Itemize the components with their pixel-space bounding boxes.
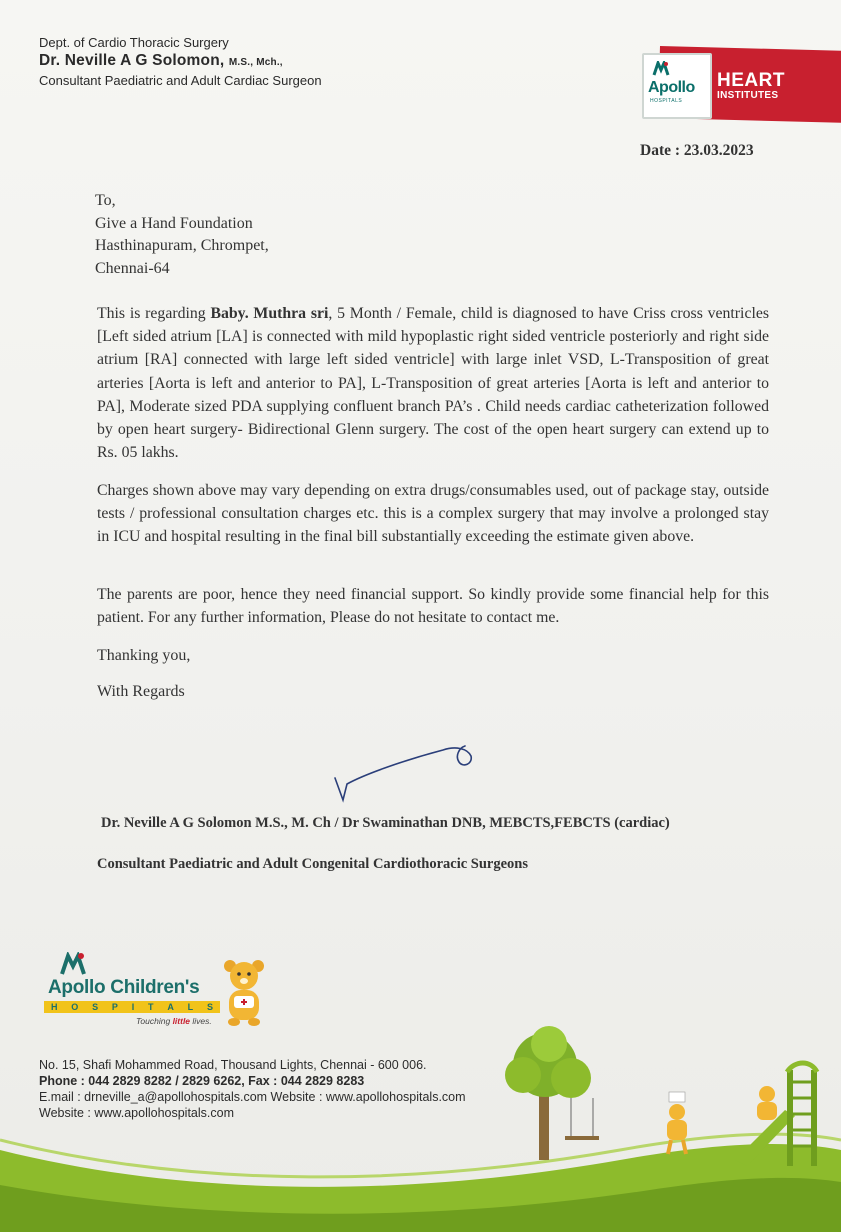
apollo-logo-name: Apollo (648, 79, 695, 96)
closing-regards: With Regards (97, 683, 185, 700)
hospitals-letter: I (131, 1002, 135, 1012)
letterhead-sender (39, 34, 322, 89)
patient-name: Baby. Muthra sri (210, 305, 329, 322)
tree-icon (505, 1026, 599, 1160)
hospitals-letter: H (51, 1002, 58, 1012)
childrens-tagline (136, 1016, 212, 1026)
recipient-line: To, (95, 192, 116, 209)
p1-intro: This is regarding (97, 305, 211, 322)
doctor-qualification: M.S., Mch., (228, 57, 283, 68)
hospitals-letter: L (187, 1002, 194, 1012)
footer-website: Website : www.apollohospitals.com (39, 1106, 234, 1120)
apollo-mark-icon (652, 61, 670, 77)
department: Dept. of Cardio Thoracic Surgery (39, 35, 229, 50)
teddy-bear-icon (220, 956, 268, 1028)
slide-icon (735, 1063, 817, 1166)
hospitals-letter: S (206, 1002, 213, 1012)
charges-paragraph: Charges shown above may vary depending on extra drugs/consumables used, out of package stay, outside tests / professional consultation charges etc. this is a complex surgery that may involve a prolonged stay in ICU and hospital resulting in the final bill substantially exceeding the estimate given above. (97, 482, 769, 546)
institutes-label: INSTITUTES (717, 90, 779, 101)
signature-icon (325, 738, 485, 808)
recipient-line: Give a Hand Foundation (95, 214, 253, 232)
diagnosis-paragraph (97, 302, 769, 464)
footer-address: No. 15, Shafi Mohammed Road, Thousand Lights, Chennai - 600 006. (39, 1058, 427, 1072)
doctor-designation: Consultant Paediatric and Adult Cardiac Surgeon (39, 73, 322, 88)
apollo-logo (642, 53, 712, 119)
recipient-address (95, 190, 269, 280)
child-figure-icon (667, 1092, 687, 1154)
tagline-pre: Touching (136, 1016, 173, 1026)
heart-institutes-text (717, 72, 785, 101)
apollo-logo-sub: HOSPITALS (650, 98, 683, 104)
hospitals-letter: S (92, 1002, 99, 1012)
footer-illustration (505, 1020, 841, 1180)
closing-thanks: Thanking you, (97, 647, 191, 664)
doctor-name (39, 51, 322, 72)
recipient-line: Hasthinapuram, Chrompet, (95, 237, 269, 254)
doctor-name-text: Dr. Neville A G Solomon, (39, 52, 225, 69)
footer-contact (39, 1057, 466, 1121)
footer-phone: Phone : 044 2829 8282 / 2829 6262, Fax : 044 2829 8283 (39, 1074, 365, 1088)
hospitals-letter: T (148, 1002, 154, 1012)
footer-email: E.mail : drneville_a@apollohospitals.com Website : www.apollohospitals.com (39, 1090, 466, 1104)
signatories-designation: Consultant Paediatric and Adult Congenital Cardiothoracic Surgeons (97, 856, 528, 872)
request-paragraph: The parents are poor, hence they need financial support. So kindly provide some financial help for this patient. For any further information, Please do not hesitate to contact me. (97, 586, 769, 627)
signatories: Dr. Neville A G Solomon M.S., M. Ch / Dr Swaminathan DNB, MEBCTS,FEBCTS (cardiac) (101, 815, 670, 831)
apollo-childrens-mark-icon (60, 952, 86, 976)
letter-date: Date : 23.03.2023 (640, 142, 754, 159)
hospitals-strip (44, 1001, 220, 1013)
hospitals-letter: P (111, 1002, 118, 1012)
tagline-bold: little (172, 1016, 191, 1026)
childrens-logo-title: Apollo Children's (48, 977, 200, 998)
heart-label: HEART (717, 70, 785, 91)
hospitals-letter: O (71, 1002, 79, 1012)
recipient-line: Chennai-64 (95, 259, 170, 277)
hospitals-letter: A (167, 1002, 174, 1012)
tagline-post: lives. (190, 1016, 212, 1026)
p1-details: , 5 Month / Female, child is diagnosed to have Criss cross ventricles [Left sided atrium [LA] is connected with mild hypoplastic right sided ventricle posteriorly and right side atrium [RA] connected with large left sided ventricle] with large inlet VSD, L-Transposition of great arteries [Aorta is left and anterior to PA], L-Transposition of great arteries [Aorta is left and anterior to PA], Moderate sized PDA supplying confluent branch PA’s . Child needs cardiac catheterization followed by open heart surgery- Bidirectional Glenn surgery. The cost of the open heart surgery can extend up to Rs. 05 lakhs. (97, 305, 770, 462)
apollo-childrens-logo (44, 950, 274, 1030)
